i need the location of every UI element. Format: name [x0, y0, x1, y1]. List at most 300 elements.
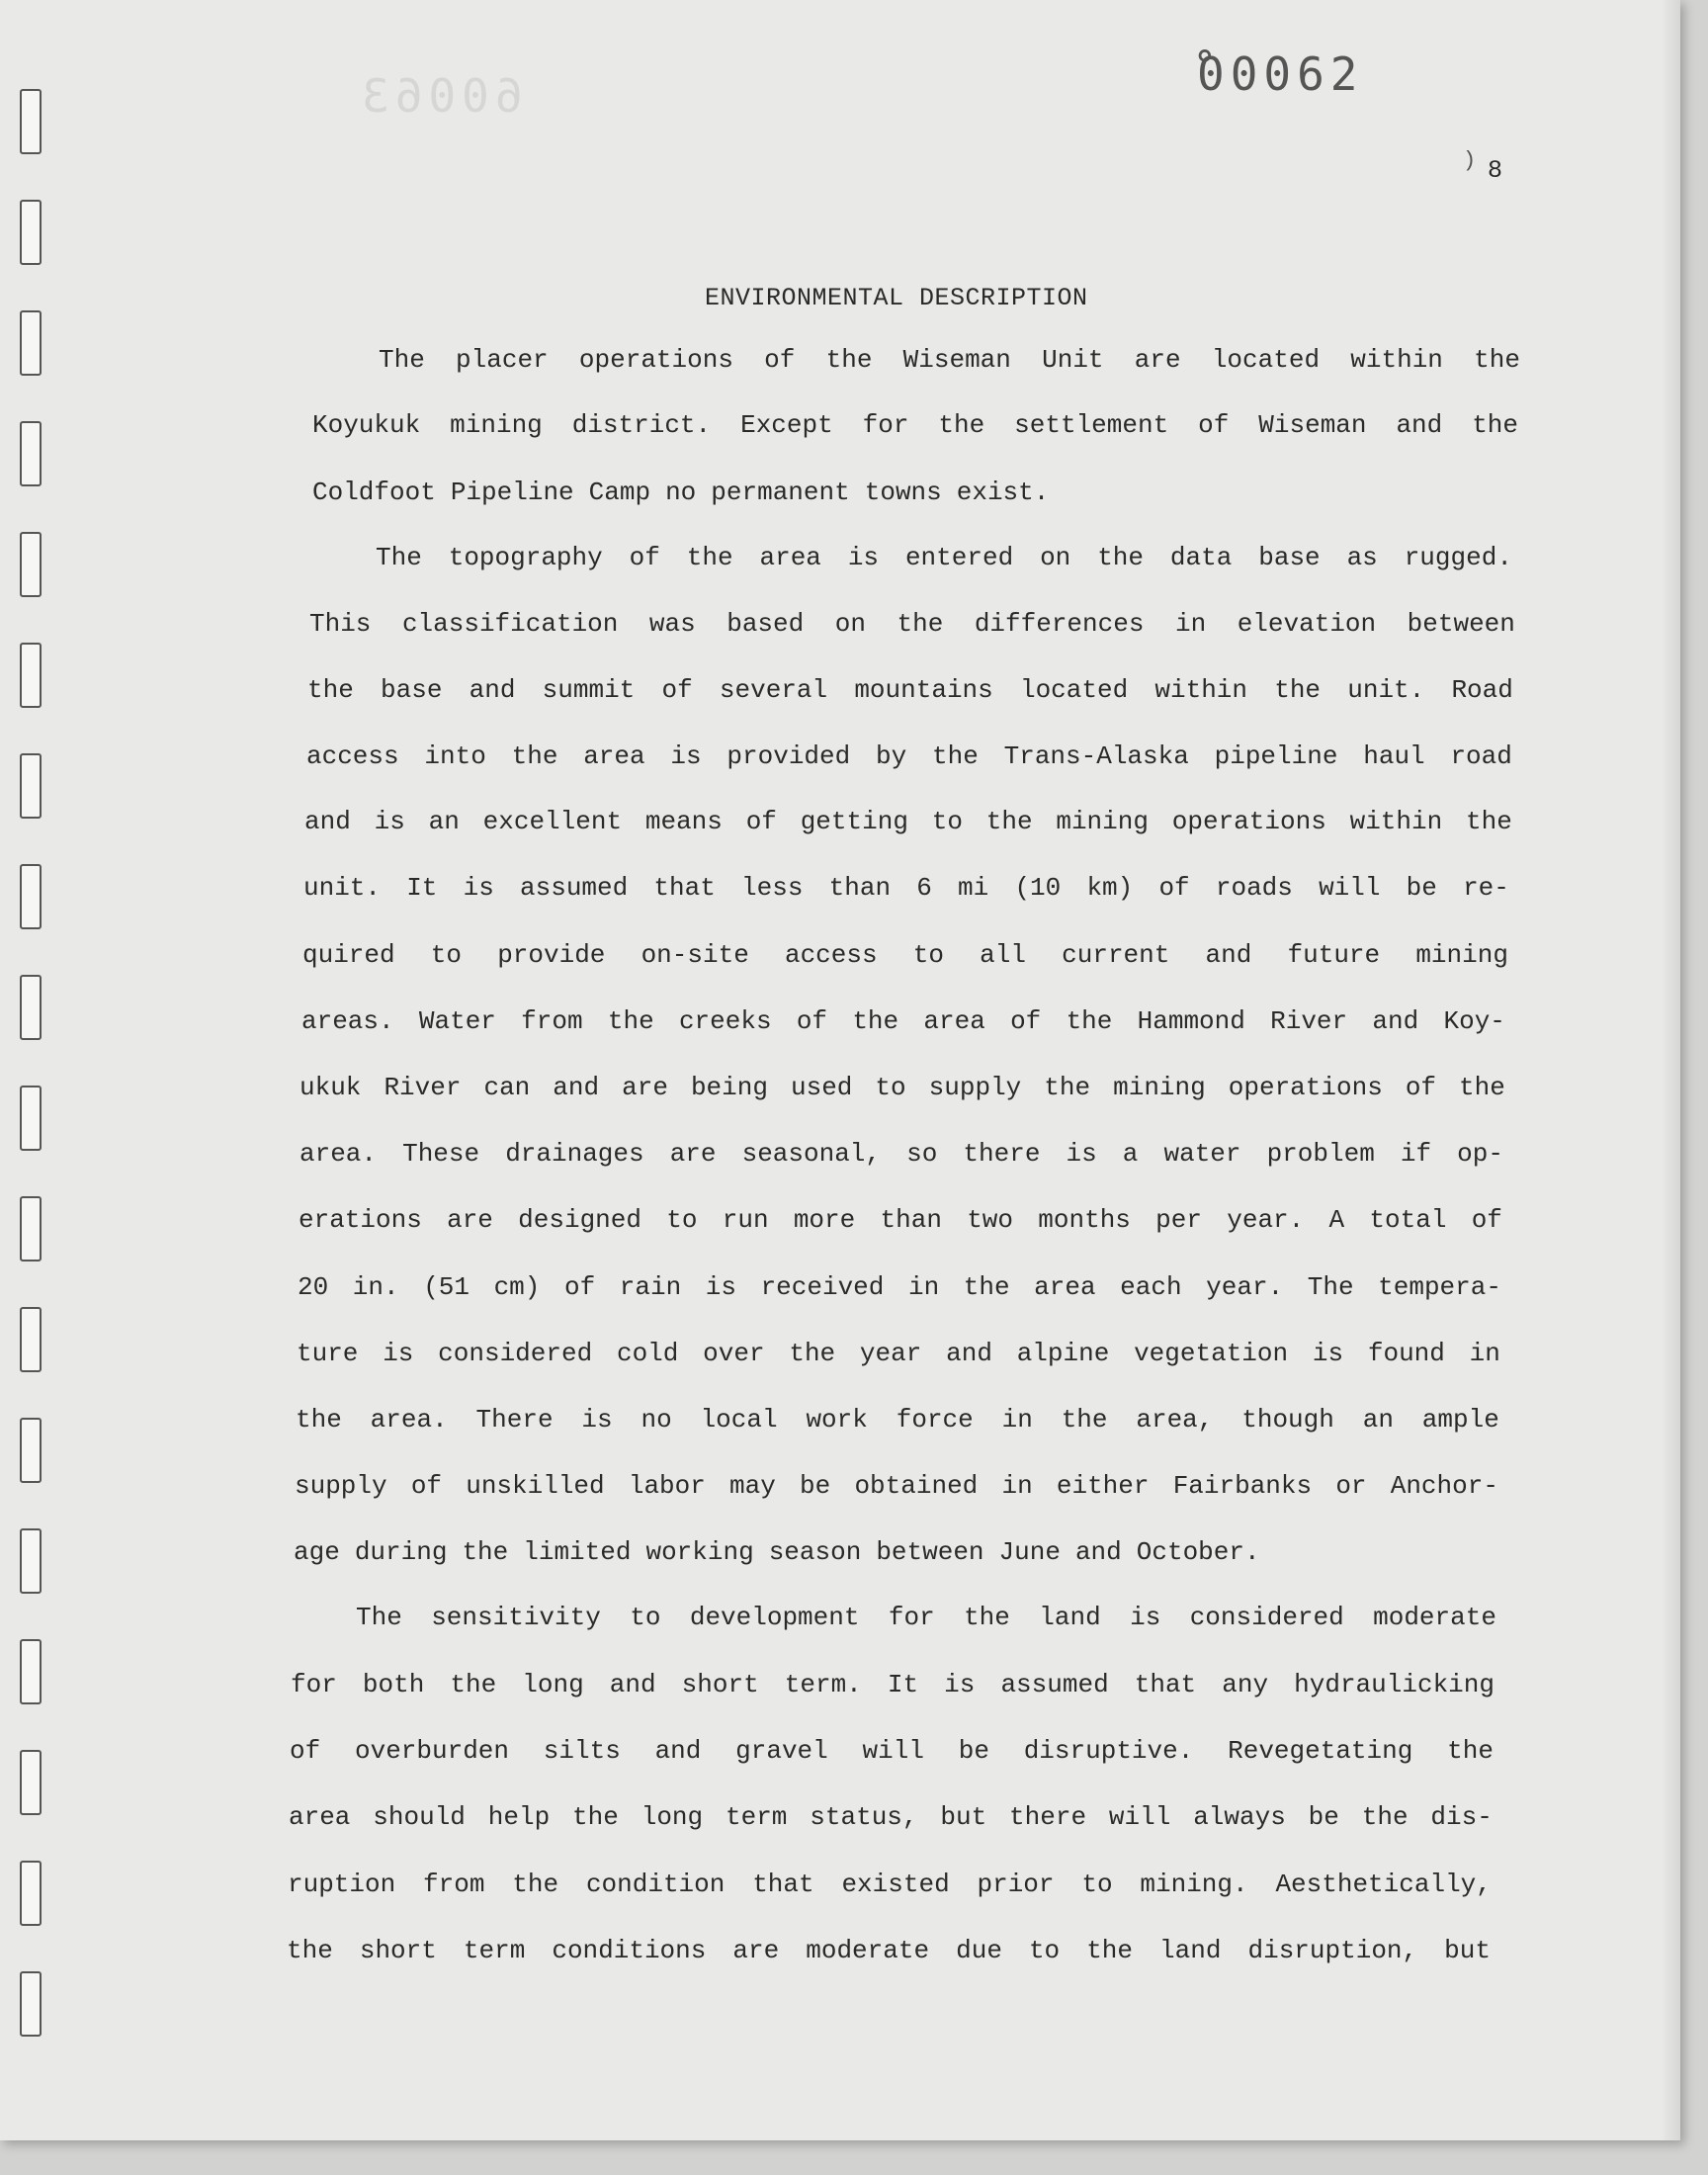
word: area.: [299, 1139, 378, 1169]
word: cm): [493, 1272, 541, 1302]
word: working: [645, 1537, 754, 1567]
word: the: [1459, 1073, 1505, 1102]
text-line: [302, 937, 1508, 973]
binder-hole: [20, 89, 42, 154]
word: within: [1350, 345, 1443, 375]
word: on: [834, 609, 866, 639]
text-line: [299, 1070, 1505, 1105]
word: be: [800, 1471, 831, 1501]
word: within: [1154, 675, 1248, 705]
word: limited: [523, 1537, 632, 1567]
word: is: [383, 1339, 414, 1368]
word: area: [759, 543, 821, 572]
word: Camp: [588, 478, 651, 507]
word: area: [289, 1802, 351, 1832]
text-line: [298, 1269, 1501, 1305]
word: Road: [1451, 675, 1513, 705]
word: or: [1335, 1471, 1367, 1501]
word: disruptive.: [1023, 1736, 1194, 1766]
word: considered: [1189, 1603, 1344, 1632]
word: the: [1086, 1936, 1134, 1965]
word: mountains: [854, 675, 993, 705]
word: of: [764, 345, 796, 375]
word: but: [940, 1802, 987, 1832]
word: there: [1009, 1802, 1087, 1832]
word: to: [931, 807, 963, 836]
word: of: [1010, 1006, 1042, 1036]
word: the: [296, 1405, 342, 1435]
word: two: [967, 1205, 1014, 1235]
binder-hole: [20, 1086, 42, 1151]
word: help: [487, 1802, 551, 1832]
word: Coldfoot: [312, 478, 436, 507]
word: provided: [726, 741, 851, 771]
page-number: 8: [1488, 156, 1503, 185]
word: June: [998, 1537, 1061, 1567]
word: of: [629, 543, 660, 572]
word: The: [1307, 1272, 1354, 1302]
word: each: [1120, 1272, 1182, 1302]
word: mining: [1415, 940, 1508, 970]
word: condition: [585, 1870, 726, 1899]
word: is: [944, 1670, 976, 1699]
word: permanent: [711, 478, 850, 507]
text-line: [296, 1402, 1499, 1437]
word: during: [354, 1537, 448, 1567]
binder-hole: [20, 864, 42, 929]
word: operations: [1228, 1073, 1383, 1102]
word: the: [1044, 1073, 1091, 1102]
word: in: [1001, 1405, 1033, 1435]
word: may: [729, 1471, 776, 1501]
word: local: [700, 1405, 778, 1435]
word: in: [1469, 1339, 1500, 1368]
binder-hole: [20, 1971, 42, 2037]
word: as: [1346, 543, 1378, 572]
text-line: [294, 1534, 1497, 1570]
text-line: [301, 1003, 1505, 1039]
word: to: [875, 1073, 906, 1102]
word: into: [424, 741, 486, 771]
word: be: [1308, 1802, 1339, 1832]
word: Wiseman: [1258, 410, 1367, 440]
binder-hole: [20, 975, 42, 1040]
word: operations: [578, 345, 733, 375]
word: mining: [1113, 1073, 1206, 1102]
word: the: [964, 1603, 1010, 1632]
word: area,: [1136, 1405, 1214, 1435]
word: drainages: [505, 1139, 644, 1169]
word: unit.: [1347, 675, 1425, 705]
word: summit: [542, 675, 636, 705]
word: term.: [784, 1670, 862, 1699]
word: several: [719, 675, 828, 705]
word: assumed: [520, 873, 629, 903]
word: vegetation: [1134, 1339, 1289, 1368]
text-line: [356, 1600, 1496, 1635]
word: are: [732, 1936, 780, 1965]
word: obtained: [854, 1471, 979, 1501]
word: in: [1001, 1471, 1033, 1501]
word: will: [862, 1736, 924, 1766]
word: force: [896, 1405, 974, 1435]
word: Water: [418, 1006, 496, 1036]
word: Revegetating: [1228, 1736, 1413, 1766]
word: It: [887, 1670, 919, 1699]
word: future: [1287, 940, 1381, 970]
word: the: [512, 1870, 559, 1899]
word: used: [790, 1073, 853, 1102]
word: term: [463, 1936, 526, 1965]
word: less: [741, 873, 804, 903]
word: moderate: [806, 1936, 930, 1965]
word: the: [572, 1802, 619, 1832]
word: season: [768, 1537, 862, 1567]
word: assumed: [1000, 1670, 1109, 1699]
word: prior: [977, 1870, 1055, 1899]
word: the: [963, 1272, 1010, 1302]
word: of: [1198, 410, 1230, 440]
word: existed: [841, 1870, 950, 1899]
word: the: [462, 1537, 509, 1567]
word: (10: [1014, 873, 1062, 903]
word: mining.: [1140, 1870, 1248, 1899]
word: development: [689, 1603, 860, 1632]
word: This: [309, 609, 372, 639]
word: located: [1211, 345, 1321, 375]
word: mining: [450, 410, 543, 440]
word: be: [958, 1736, 989, 1766]
text-line: [307, 672, 1513, 708]
word: to: [1028, 1936, 1061, 1965]
word: year.: [1227, 1205, 1305, 1235]
word: total: [1369, 1205, 1447, 1235]
word: will: [1108, 1802, 1171, 1832]
word: supply: [295, 1471, 387, 1501]
word: to: [912, 940, 944, 970]
word: getting: [800, 807, 908, 836]
word: topography: [448, 543, 603, 572]
word: is: [1312, 1339, 1344, 1368]
word: There: [475, 1405, 554, 1435]
word: of: [661, 675, 693, 705]
word: based: [726, 609, 805, 639]
word: silts: [543, 1736, 621, 1766]
word: the: [1274, 675, 1322, 705]
word: and: [1074, 1537, 1122, 1567]
word: exist.: [956, 478, 1050, 507]
word: mi: [958, 873, 989, 903]
word: elevation: [1237, 609, 1377, 639]
word: the: [825, 345, 873, 375]
text-line: [303, 870, 1509, 906]
word: the: [1061, 1405, 1108, 1435]
word: due: [956, 1936, 1002, 1965]
word: an: [1362, 1405, 1394, 1435]
word: a: [1122, 1139, 1139, 1169]
word: over: [703, 1339, 765, 1368]
word: moderate: [1373, 1603, 1496, 1632]
word: and: [1396, 410, 1443, 440]
word: Anchor-: [1390, 1471, 1498, 1501]
word: cold: [616, 1339, 679, 1368]
word: can: [483, 1073, 531, 1102]
word: disruption,: [1247, 1936, 1418, 1965]
text-line: [306, 739, 1512, 774]
word: and: [304, 807, 351, 836]
word: erations: [299, 1205, 422, 1235]
word: to: [1081, 1870, 1113, 1899]
word: that: [1134, 1670, 1197, 1699]
word: are: [669, 1139, 717, 1169]
binder-hole: [20, 1418, 42, 1483]
word: Wiseman: [902, 345, 1011, 375]
word: both: [362, 1670, 425, 1699]
word: problem: [1266, 1139, 1375, 1169]
binder-hole: [20, 1639, 42, 1704]
binder-hole: [20, 753, 42, 819]
word: if: [1400, 1139, 1432, 1169]
word: considered: [438, 1339, 593, 1368]
word: is: [374, 807, 405, 836]
binder-hole: [20, 1861, 42, 1926]
word: Koyukuk: [312, 410, 421, 440]
word: from: [423, 1870, 485, 1899]
word: Trans-Alaska: [1003, 741, 1189, 771]
word: of: [1471, 1205, 1502, 1235]
word: is: [463, 873, 494, 903]
word: hydraulicking: [1294, 1670, 1494, 1699]
word: These: [402, 1139, 480, 1169]
word: an: [428, 807, 460, 836]
word: areas.: [301, 1006, 394, 1036]
word: for: [888, 1603, 935, 1632]
word: from: [521, 1006, 583, 1036]
word: km): [1086, 873, 1134, 903]
word: by: [876, 741, 907, 771]
word: is: [581, 1405, 613, 1435]
word: work: [806, 1405, 868, 1435]
word: is: [1130, 1603, 1161, 1632]
word: to: [430, 940, 463, 970]
word: means: [644, 807, 723, 836]
word: designed: [518, 1205, 641, 1235]
word: 20: [298, 1272, 329, 1302]
word: should: [373, 1802, 466, 1832]
word: the: [932, 741, 979, 771]
word: is: [670, 741, 702, 771]
word: towns: [864, 478, 942, 507]
word: The: [379, 345, 425, 375]
word: ture: [297, 1339, 359, 1368]
word: creeks: [678, 1006, 772, 1036]
word: the: [1066, 1006, 1113, 1036]
word: Aesthetically,: [1275, 1870, 1492, 1899]
word: term: [726, 1802, 788, 1832]
word: A: [1328, 1205, 1345, 1235]
word: per: [1155, 1205, 1202, 1235]
word: of: [410, 1471, 443, 1501]
text-line: [299, 1202, 1502, 1238]
word: Unit: [1042, 345, 1104, 375]
word: all: [980, 940, 1026, 970]
word: of: [563, 1272, 596, 1302]
word: between: [1407, 609, 1515, 639]
word: rugged.: [1404, 543, 1512, 572]
text-line: [304, 804, 1512, 839]
word: haul: [1363, 741, 1425, 771]
word: but: [1444, 1936, 1491, 1965]
text-line: [295, 1468, 1498, 1504]
word: received: [760, 1272, 885, 1302]
word: area.: [370, 1405, 448, 1435]
text-line: [288, 1867, 1492, 1902]
word: the: [897, 609, 944, 639]
word: than: [880, 1205, 942, 1235]
binder-hole: [20, 643, 42, 708]
word: area: [583, 741, 645, 771]
word: that: [653, 873, 716, 903]
word: and: [1205, 940, 1252, 970]
word: October.: [1136, 1537, 1260, 1567]
word: the: [1472, 410, 1518, 440]
text-line: [297, 1336, 1500, 1371]
word: of: [745, 807, 777, 836]
word: conditions: [552, 1936, 707, 1965]
word: months: [1038, 1205, 1131, 1235]
word: in.: [352, 1272, 399, 1302]
binder-hole: [20, 1750, 42, 1815]
word: 6: [916, 873, 932, 903]
word: and: [1372, 1006, 1419, 1036]
word: Pipeline: [450, 478, 574, 507]
word: the: [1474, 345, 1520, 375]
word: are: [622, 1073, 668, 1102]
word: long: [522, 1670, 584, 1699]
page-number-mark: ): [1463, 148, 1477, 173]
word: quired: [302, 940, 395, 970]
text-line: [312, 475, 1518, 510]
word: age: [294, 1537, 340, 1567]
word: roads: [1215, 873, 1293, 903]
word: no: [665, 478, 697, 507]
word: for: [862, 410, 909, 440]
word: settlement: [1014, 410, 1169, 440]
word: alpine: [1016, 1339, 1110, 1368]
text-line: [312, 407, 1518, 443]
word: there: [963, 1139, 1041, 1169]
word: re-: [1463, 873, 1509, 903]
word: the: [511, 741, 558, 771]
word: is: [705, 1272, 736, 1302]
word: year.: [1206, 1272, 1284, 1302]
word: in: [907, 1272, 940, 1302]
word: located: [1019, 675, 1129, 705]
word: It: [406, 873, 438, 903]
word: and: [609, 1670, 656, 1699]
word: is: [1066, 1139, 1097, 1169]
word: ample: [1421, 1405, 1499, 1435]
word: to: [630, 1603, 661, 1632]
text-line: [290, 1733, 1494, 1769]
word: placer: [456, 345, 549, 375]
word: and: [553, 1073, 600, 1102]
word: the: [1466, 807, 1512, 836]
binder-hole: [20, 532, 42, 597]
word: short: [359, 1936, 437, 1965]
binder-holes: [20, 89, 49, 2066]
word: the: [852, 1006, 899, 1036]
word: of: [796, 1006, 828, 1036]
word: though: [1241, 1405, 1334, 1435]
word: mining: [1056, 807, 1149, 836]
word: op-: [1457, 1139, 1503, 1169]
word: always: [1193, 1802, 1286, 1832]
word: and: [946, 1339, 992, 1368]
word: area: [923, 1006, 985, 1036]
word: base: [1258, 543, 1321, 572]
word: pipeline: [1214, 741, 1338, 771]
word: dis-: [1430, 1802, 1493, 1832]
word: and: [469, 675, 516, 705]
word: than: [828, 873, 892, 903]
word: access: [784, 940, 878, 970]
text-line: [309, 606, 1515, 642]
word: within: [1349, 807, 1443, 836]
text-line: [379, 342, 1520, 378]
word: and: [654, 1736, 702, 1766]
word: The: [376, 543, 422, 572]
word: ruption: [288, 1870, 396, 1899]
word: area: [1034, 1272, 1096, 1302]
word: of: [1405, 1073, 1437, 1102]
word: run: [722, 1205, 769, 1235]
word: be: [1406, 873, 1437, 903]
word: supply: [928, 1073, 1022, 1102]
word: (51: [423, 1272, 470, 1302]
word: the: [938, 410, 985, 440]
word: district.: [571, 410, 712, 440]
word: overburden: [354, 1736, 510, 1766]
word: seasonal,: [741, 1139, 882, 1169]
binder-hole: [20, 200, 42, 265]
word: current: [1062, 940, 1170, 970]
word: the: [985, 807, 1033, 836]
word: is: [847, 543, 880, 572]
word: year: [859, 1339, 922, 1368]
word: The: [356, 1603, 402, 1632]
word: of: [1158, 873, 1190, 903]
word: operations: [1171, 807, 1326, 836]
word: the: [1361, 1802, 1409, 1832]
word: Koy-: [1443, 1006, 1505, 1036]
word: found: [1367, 1339, 1445, 1368]
word: gravel: [735, 1736, 828, 1766]
binder-hole: [20, 1196, 42, 1262]
word: labor: [628, 1471, 706, 1501]
word: land: [1159, 1936, 1222, 1965]
word: River: [384, 1073, 462, 1102]
word: will: [1319, 873, 1381, 903]
word: being: [690, 1073, 768, 1102]
word: sensitivity: [431, 1603, 601, 1632]
text-line: [376, 540, 1512, 575]
text-line: [299, 1136, 1503, 1172]
word: rain: [619, 1272, 682, 1302]
word: was: [648, 609, 696, 639]
word: data: [1169, 543, 1233, 572]
bleed-through-stamp: 60063: [356, 69, 523, 123]
